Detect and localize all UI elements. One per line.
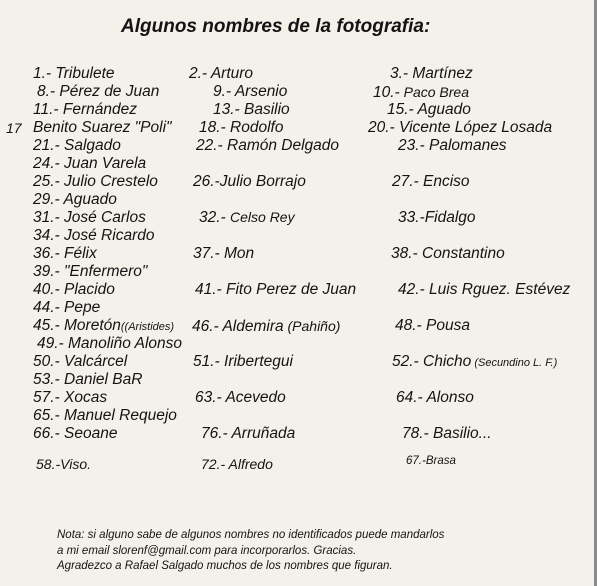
entry-text: 1.- Tribulete bbox=[33, 65, 115, 82]
name-entry-49 bbox=[37, 335, 182, 353]
name-entry-42 bbox=[398, 281, 570, 299]
name-entry-72 bbox=[201, 455, 273, 473]
name-entry-9 bbox=[213, 83, 287, 101]
entry-text: 48.- Pousa bbox=[395, 317, 470, 334]
name-entry-57 bbox=[33, 389, 107, 407]
entry-text: 46.- Aldemira bbox=[192, 318, 284, 335]
name-entry-33 bbox=[398, 209, 476, 227]
entry-text: 58.-Viso. bbox=[36, 456, 91, 472]
entry-text: 27.- Enciso bbox=[392, 173, 470, 190]
name-entry-46 bbox=[192, 317, 340, 336]
entry-text: 44.- Pepe bbox=[33, 299, 101, 316]
name-entry-52 bbox=[392, 353, 557, 372]
entry-text: 17 bbox=[6, 120, 22, 136]
name-entry-11 bbox=[33, 101, 137, 119]
name-entry-64 bbox=[396, 389, 474, 407]
entry-text: 34.- José Ricardo bbox=[33, 227, 155, 244]
footnote-line-2: a mi email slorenf@gmail.com para incorporarlos. Gracias. bbox=[57, 544, 357, 557]
name-entry-66 bbox=[33, 425, 117, 443]
name-entry-37 bbox=[193, 245, 254, 263]
entry-text: 32.- bbox=[199, 209, 231, 226]
name-entry-17-number bbox=[6, 119, 22, 137]
entry-extra: (Pahiño) bbox=[283, 318, 341, 334]
entry-text: 36.- Félix bbox=[33, 245, 97, 262]
name-entry-25 bbox=[33, 173, 158, 191]
name-entry-32 bbox=[199, 208, 295, 227]
entry-text: 41.- Fito Perez de Juan bbox=[195, 281, 357, 298]
entry-text: 3.- Martínez bbox=[390, 65, 473, 82]
entry-text: 65.- Manuel Requejo bbox=[33, 407, 177, 424]
entry-text: 42.- Luis Rguez. Estévez bbox=[398, 281, 571, 298]
entry-text: 51.- Iribertegui bbox=[193, 353, 293, 370]
entry-text: 11.- Fernández bbox=[33, 101, 137, 118]
name-entry-38 bbox=[391, 245, 505, 263]
name-entry-1 bbox=[33, 65, 115, 83]
entry-text: 18.- Rodolfo bbox=[199, 119, 284, 136]
name-entry-26 bbox=[193, 173, 306, 191]
entry-text: 10.- bbox=[373, 84, 400, 101]
entry-text: 24.- Juan Varela bbox=[33, 155, 147, 172]
name-entry-2 bbox=[189, 65, 253, 83]
entry-text: 9.- Arsenio bbox=[213, 83, 288, 100]
name-entry-22 bbox=[196, 137, 339, 155]
name-entry-8 bbox=[37, 83, 159, 101]
entry-text: 45.- Moretón bbox=[33, 317, 121, 334]
name-entry-39 bbox=[33, 263, 147, 281]
footnote-line-3: Agradezco a Rafael Salgado muchos de los nombres que figuran. bbox=[57, 560, 393, 572]
entry-text: 40.- Placido bbox=[33, 281, 115, 298]
name-entry-63 bbox=[195, 389, 286, 407]
name-entry-18 bbox=[199, 119, 283, 137]
entry-text: 39.- "Enfermero" bbox=[33, 263, 148, 280]
entry-text: 23.- Palomanes bbox=[398, 137, 507, 154]
name-entry-13 bbox=[213, 101, 290, 119]
entry-text: Benito Suarez "Poli" bbox=[33, 119, 172, 136]
name-entry-15 bbox=[387, 101, 471, 119]
name-entry-65 bbox=[33, 407, 177, 425]
name-entry-58 bbox=[36, 455, 91, 473]
entry-text: 15.- Aguado bbox=[387, 101, 471, 118]
name-entry-36 bbox=[33, 245, 97, 263]
name-entry-24 bbox=[33, 155, 146, 173]
name-entry-67 bbox=[406, 452, 456, 470]
name-entry-40 bbox=[33, 281, 115, 299]
name-entry-34 bbox=[33, 227, 154, 245]
entry-text: 37.- Mon bbox=[193, 245, 255, 262]
name-entry-76 bbox=[201, 425, 295, 443]
name-entry-78 bbox=[402, 425, 492, 443]
entry-text: 67.-Brasa bbox=[406, 455, 456, 467]
name-entry-23 bbox=[398, 137, 507, 155]
entry-text: 13.- Basilio bbox=[213, 101, 290, 118]
name-entry-45 bbox=[33, 317, 174, 336]
name-entry-41 bbox=[195, 281, 356, 299]
entry-text: 38.- Constantino bbox=[391, 245, 505, 262]
entry-text: 29.- Aguado bbox=[33, 191, 117, 208]
name-entry-51 bbox=[193, 353, 293, 371]
entry-text: 2.- Arturo bbox=[189, 65, 254, 82]
footnote-line-1: Nota: si alguno sabe de algunos nombres no identificados puede mandarlos bbox=[57, 529, 445, 541]
entry-text: 63.- Acevedo bbox=[195, 389, 286, 406]
entry-text: 25.- Julio Crestelo bbox=[33, 173, 158, 190]
name-entry-17 bbox=[33, 119, 172, 137]
entry-text: 20.- Vicente López Losada bbox=[368, 119, 553, 136]
name-entry-53 bbox=[33, 371, 142, 389]
entry-text: 26.-Julio Borrajo bbox=[193, 173, 306, 190]
footnote bbox=[57, 528, 444, 575]
entry-extra: (Secundino L. F.) bbox=[471, 357, 558, 369]
name-entry-20 bbox=[368, 119, 552, 137]
name-entry-21 bbox=[33, 137, 121, 155]
name-entry-31 bbox=[33, 209, 146, 227]
entry-text: 21.- Salgado bbox=[33, 137, 121, 154]
entry-extra: Paco Brea bbox=[399, 84, 469, 100]
entry-text: 49.- Manoliño Alonso bbox=[37, 335, 183, 352]
page-title: Algunos nombres de la fotografia: bbox=[121, 16, 431, 37]
entry-extra: Celso Rey bbox=[230, 209, 295, 225]
entry-text: 64.- Alonso bbox=[396, 389, 474, 406]
entry-text: 53.- Daniel BaR bbox=[33, 371, 143, 388]
name-entry-3 bbox=[390, 65, 473, 83]
entry-extra: ((Aristides) bbox=[120, 321, 175, 333]
name-entry-29 bbox=[33, 191, 117, 209]
entry-text: 66.- Seoane bbox=[33, 425, 118, 442]
entry-text: 78.- Basilio... bbox=[402, 425, 492, 442]
entry-text: 52.- Chicho bbox=[392, 353, 472, 370]
entry-text: 76.- Arruñada bbox=[201, 425, 296, 442]
entry-text: 72.- Alfredo bbox=[201, 456, 273, 472]
name-entry-50 bbox=[33, 353, 127, 371]
entry-text: 33.-Fidalgo bbox=[398, 209, 476, 226]
entry-text: 22.- Ramón Delgado bbox=[196, 137, 340, 154]
entry-text: 57.- Xocas bbox=[33, 389, 108, 406]
name-entry-27 bbox=[392, 173, 470, 191]
name-entry-48 bbox=[395, 317, 470, 335]
name-entry-10 bbox=[373, 83, 469, 102]
entry-text: 50.- Valcárcel bbox=[33, 353, 128, 370]
name-entry-44 bbox=[33, 299, 100, 317]
entry-text: 8.- Pérez de Juan bbox=[37, 83, 160, 100]
entry-text: 31.- José Carlos bbox=[33, 209, 146, 226]
